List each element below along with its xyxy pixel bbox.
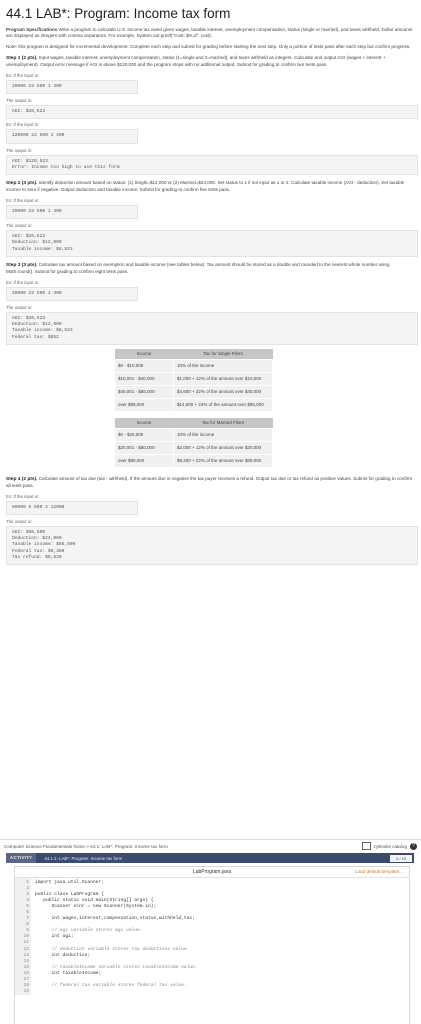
table-row: $0 - $20,000 10% of the income xyxy=(115,428,273,441)
line-number: 1 xyxy=(26,880,29,885)
activity-title: 44.1.1: LAB*: Program: Income tax form xyxy=(44,855,123,861)
code-editor xyxy=(14,866,410,1024)
code-line[interactable]: public class LabProgram { xyxy=(35,892,104,898)
step1-output-2: AGI: $120,523 Error: Income too high to use this form xyxy=(6,155,418,175)
step2-input: 20000 23 500 1 400 xyxy=(6,205,138,219)
tax-tables xyxy=(114,349,415,468)
example-output-label: The output is: xyxy=(6,98,33,104)
table-row: $40,001 - $85,000 $4,600 + 22% of the amount over $40,000 xyxy=(115,385,273,398)
line-number: 3 xyxy=(26,892,29,898)
code-line[interactable]: int wages,interest,compensation,status,withheld,tax; xyxy=(35,916,195,922)
spec-paragraph xyxy=(6,27,415,39)
step1-paragraph xyxy=(6,55,415,68)
code-line[interactable]: // deduction variable stores tax deductions value. xyxy=(35,946,190,952)
code-area[interactable] xyxy=(15,878,409,995)
step4-title: Step 4 (2 pts). xyxy=(6,476,38,482)
table-header: Income xyxy=(115,349,174,360)
line-number: 15 xyxy=(23,964,29,970)
code-line[interactable]: Scanner scnr = new Scanner(System.in); xyxy=(35,904,157,910)
step4-input: 80000 0 500 2 12000 xyxy=(6,501,138,515)
example-output-label: The output is: xyxy=(6,223,33,229)
breadcrumb xyxy=(0,839,421,852)
example-input-label: Ex: If the input is: xyxy=(6,279,39,285)
code-line[interactable]: public static void main(String[] args) { xyxy=(35,898,154,904)
page-title: 44.1 LAB*: Program: Income tax form xyxy=(6,6,231,21)
editor-toolbar xyxy=(15,867,409,878)
step4-text: Calculate amount of tax due (tax - withheld). If the amount due is negative the tax payer receives a refund. Output tax due or tax refund as positive values. Submit for grading to confirm all tests pass. xyxy=(6,475,413,488)
example-input-label: Ex: If the input is: xyxy=(6,122,39,128)
example-output-label: The output is: xyxy=(6,519,33,525)
spec-text: Write a program to calculate U.S. income tax owed given wages, taxable interest, unemployment compensation, status (single or married), and taxes withheld. Dollar amounts are displayed as integers with comma separators. For example, System.out.printf("Cost: $%,d", cost); xyxy=(6,27,413,38)
library-link[interactable]: zyBooks catalog xyxy=(373,843,407,849)
step3-text: Calculate tax amount based on exemption and taxable income (see tables below). Tax amount should be stored as a double and rounded to the nearest whole number using Math.round(). Submit for grading to confirm eight tests pass. xyxy=(6,261,390,274)
table-row: over $85,000 $14,500 + 24% of the amount over $85,000 xyxy=(115,398,273,411)
line-number: 14 xyxy=(23,958,29,964)
table-row: $10,001 - $40,000 $1,000 + 12% of the amount over $10,000 xyxy=(115,372,273,385)
step4-paragraph xyxy=(6,476,415,489)
example-input-label: Ex: If the input is: xyxy=(6,73,39,78)
code-line[interactable]: // agi variable stores agi value. xyxy=(35,928,143,934)
step2-paragraph xyxy=(6,180,415,193)
step3-title: Step 3 (3 pts). xyxy=(6,262,38,268)
breadcrumb-text[interactable]: Computer Science Fundamentals home > 44.1: LAB*: Program: Income tax form xyxy=(4,843,168,849)
code-line[interactable]: // federal tax variable stores federal tax value. xyxy=(35,982,187,988)
spec-lead: Program Specifications xyxy=(6,27,58,32)
line-number: 6 xyxy=(26,910,29,916)
breadcrumb-actions xyxy=(362,842,421,850)
activity-header xyxy=(6,853,414,863)
table-row: over $80,000 $9,200 + 22% of the amount over $80,000 xyxy=(115,454,273,467)
step2-text: Identify deduction amount based on status: (1) Single=$12,000 or (2) Married=$24,000. Set status to 1 if not input as 1 or 2. Calculate taxable income (AGI - deduction). Set taxable income to zero if negative. Output deduction and taxable income. Submit for grading to confirm five tests pass. xyxy=(6,180,405,193)
line-number: 19 xyxy=(23,988,29,994)
code-line[interactable]: int agi; xyxy=(35,934,74,940)
line-number: 4 xyxy=(26,898,29,904)
step1-input-2: 120000 23 500 1 400 xyxy=(6,129,138,143)
step2-title: Step 2 (3 pts). xyxy=(6,181,38,187)
line-number: 5 xyxy=(26,904,29,910)
load-default-template-link[interactable]: Load default template... xyxy=(354,869,403,874)
step3-input: 20000 23 500 1 400 xyxy=(6,287,138,301)
code-line[interactable]: import java.util.Scanner; xyxy=(35,880,104,885)
line-number: 2 xyxy=(26,886,29,892)
line-number: 16 xyxy=(23,970,29,976)
example-output-label: The output is: xyxy=(6,147,33,153)
step1-output-1: AGI: $20,523 xyxy=(6,105,418,119)
activity-score: 0 / 10 xyxy=(390,855,412,862)
table-header: Tax for Single Filers xyxy=(174,349,273,360)
line-number: 10 xyxy=(23,934,29,940)
code-text[interactable] xyxy=(31,878,198,995)
table-row: $20,001 - $80,000 $2,000 + 12% of the amount over $20,000 xyxy=(115,441,273,454)
step1-input-1: 20000 23 500 1 400 xyxy=(6,80,138,94)
help-icon[interactable]: ? xyxy=(410,843,417,850)
step3-paragraph xyxy=(6,262,415,275)
example-input-label: Ex: If the input is: xyxy=(6,198,39,204)
table-header: Income xyxy=(115,418,174,429)
library-icon[interactable] xyxy=(362,842,371,850)
table-header: Tax for Married Filers xyxy=(174,418,273,429)
code-line[interactable] xyxy=(35,989,198,995)
step2-output: AGI: $20,523 Deduction: $12,000 Taxable income: $8,523 xyxy=(6,230,418,257)
line-number: 9 xyxy=(26,928,29,934)
line-number: 12 xyxy=(23,946,29,952)
step4-output: AGI: $80,500 Deduction: $24,000 Taxable income: $56,500 Federal tax: $6,380 Tax refund: $5,620 xyxy=(6,526,418,565)
example-input-label: Ex: If the input is: xyxy=(6,493,39,499)
code-line[interactable]: // taxableIncome variable stores taxableIncome value. xyxy=(35,964,198,970)
step1-title: Step 1 (2 pts). xyxy=(6,56,38,61)
activity-tag: ACTIVITY xyxy=(6,853,36,863)
line-number: 11 xyxy=(23,940,29,946)
line-number: 18 xyxy=(23,982,29,988)
code-line[interactable]: int deduction; xyxy=(35,952,91,958)
example-output-label: The output is: xyxy=(6,305,33,311)
table-row: $0 - $10,000 10% of the income xyxy=(115,359,273,372)
line-number: 7 xyxy=(26,916,29,922)
married-filers-table xyxy=(114,418,273,468)
line-number: 13 xyxy=(23,952,29,958)
step1-text: Input wages, taxable interest, unemployment compensation, status (1=single and 2=married), and taxes withheld as integers. Calculate and output AGI (wages + interest + unemployment). Output error message if AGI is above $120,000 and the program stops with no additional output. Submit for grading to confirm two tests pass. xyxy=(6,55,386,67)
code-line[interactable]: int taxableIncome; xyxy=(35,970,102,976)
step3-output: AGI: $20,523 Deduction: $12,000 Taxable income: $8,523 Federal tax: $852 xyxy=(6,312,418,345)
note-paragraph: Note: this program is designed for incremental development. Complete each step and submit for grading before starting the next step. Only a portion of tests pass after each step but confirm progress. xyxy=(6,44,411,49)
line-number: 8 xyxy=(26,922,29,928)
single-filers-table xyxy=(114,349,273,412)
editor-filename: LabProgram.java xyxy=(192,869,232,875)
line-number-gutter xyxy=(15,878,31,995)
line-number: 17 xyxy=(23,976,29,982)
